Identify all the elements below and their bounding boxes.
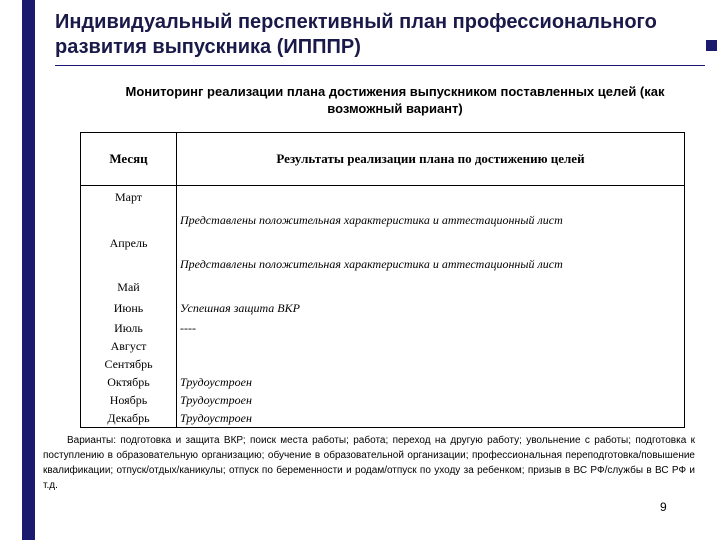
table-row: [81, 391, 685, 409]
row-result: Трудоустроен: [177, 373, 685, 391]
table-row: [81, 319, 685, 337]
table-row: [81, 253, 685, 297]
table-row: [81, 355, 685, 373]
table-row: [81, 337, 685, 355]
row-result: [177, 337, 685, 355]
footnote-text: Варианты: подготовка и защита ВКР; поиск места работы; работа; переход на другую работу; увольнение с работы; подготовка к поступлению в образовательную организацию; обучение в образовательной организации; профессиональная переподготовка/повышение квалификации; отпуск/отдых/каникулы; отпуск по беременности и родам/отпуск по уходу за ребенком; призыв в ВС РФ/службы в ВС РФ и т.д.: [43, 435, 695, 491]
table-subtitle: Мониторинг реализации плана достижения выпускником поставленных целей (как возможный вариант): [125, 84, 665, 116]
row-result: Представлены положительная характеристика и аттестационный лист: [177, 209, 685, 253]
row-month: Май: [81, 253, 177, 297]
row-month: Июнь: [81, 297, 177, 319]
row-month: Июль: [81, 319, 177, 337]
row-result: Представлены положительная характеристика и аттестационный лист: [177, 253, 685, 297]
table-row: [81, 209, 685, 253]
row-result: [177, 186, 685, 210]
row-month: Август: [81, 337, 177, 355]
table-row: [81, 373, 685, 391]
page-title: Индивидуальный перспективный план профессионального развития выпускника (ИПППР): [55, 11, 657, 58]
header-results: Результаты реализации плана по достижению целей: [177, 133, 685, 186]
row-result: Трудоустроен: [177, 391, 685, 409]
page-number: 9: [660, 500, 667, 514]
row-result: [177, 355, 685, 373]
row-month: Октябрь: [81, 373, 177, 391]
table-row: [81, 409, 685, 428]
monitoring-table: [80, 132, 685, 428]
row-month: Ноябрь: [81, 391, 177, 409]
table-row: [81, 297, 685, 319]
row-month: Декабрь: [81, 409, 177, 428]
row-month: Сентябрь: [81, 355, 177, 373]
corner-square: [706, 40, 717, 51]
row-result: Трудоустроен: [177, 409, 685, 428]
left-accent-bar: [22, 0, 35, 540]
row-result: ----: [177, 319, 685, 337]
row-month: Март: [81, 186, 177, 210]
row-month: Апрель: [81, 209, 177, 253]
footnote-variants: [43, 433, 695, 493]
table-row: [81, 186, 685, 210]
title-divider: [55, 65, 705, 66]
row-result: Успешная защита ВКР: [177, 297, 685, 319]
header-month: Месяц: [81, 133, 177, 186]
table-header-row: [81, 133, 685, 186]
